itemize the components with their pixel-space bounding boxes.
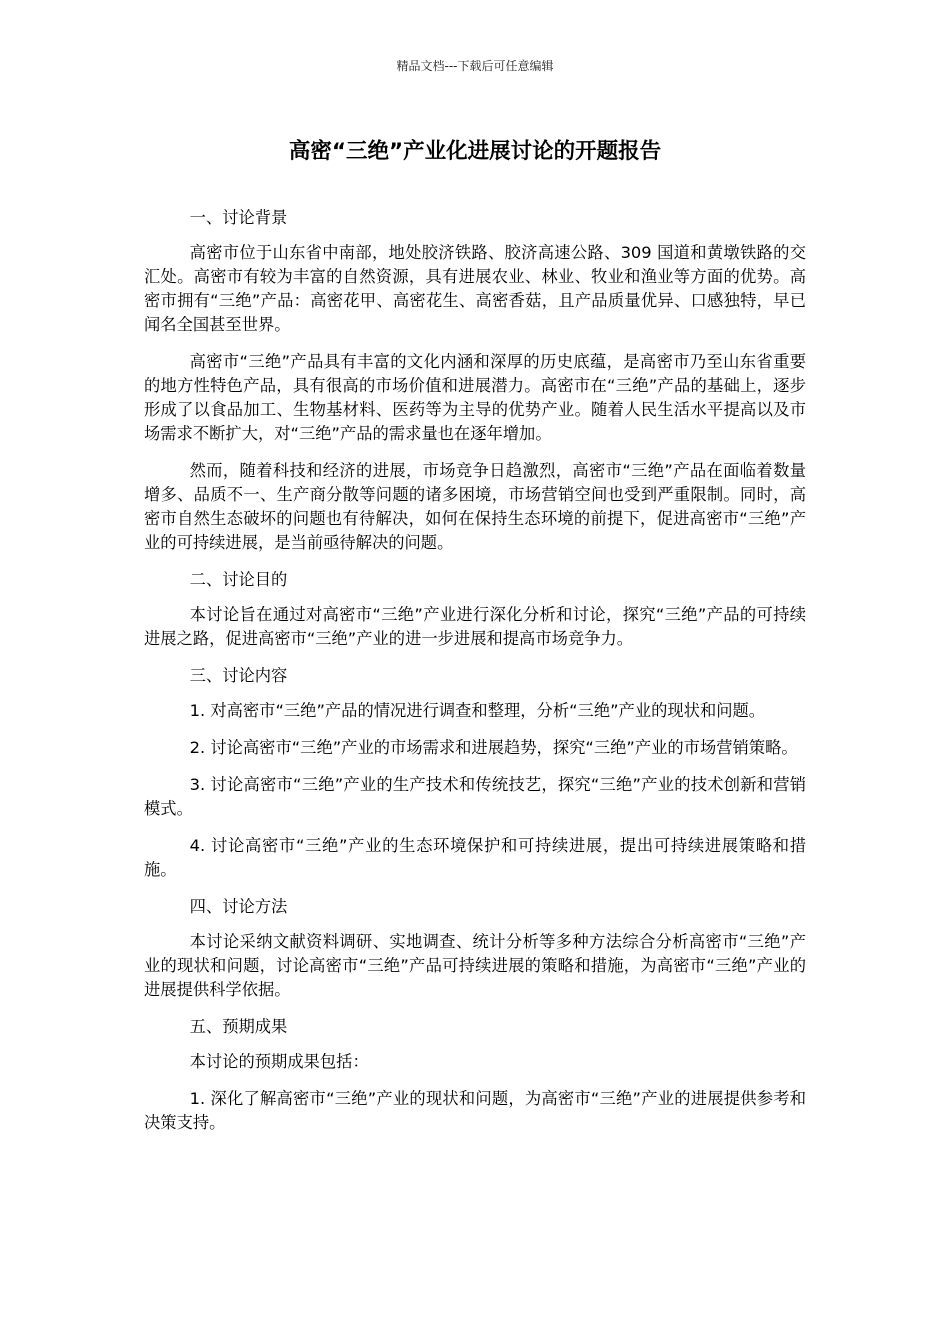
list-item-content-2: 2. 讨论高密市“三绝”产业的市场需求和进展趋势，探究“三绝”产业的市场营销策略。 <box>189 738 798 757</box>
document-body <box>144 206 806 1148</box>
list-item-content-3: 3. 讨论高密市“三绝”产业的生产技术和传统技艺，探究“三绝”产业的技术创新和营销模式。 <box>144 775 806 818</box>
paragraph-background-2: 高密市“三绝”产品具有丰富的文化内涵和深厚的历史底蕴，是高密市乃至山东省重要的地方性特色产品，具有很高的市场价值和进展潜力。高密市在“三绝”产品的基础上，逐步形成了以食品加工、生物基材料、医药等为主导的优势产业。随着人民生活水平提高以及市场需求不断扩大，对“三绝”产品的需求量也在逐年增加。 <box>144 352 806 443</box>
list-item-content-1: 1. 对高密市“三绝”产品的情况进行调查和整理，分析“三绝”产业的现状和问题。 <box>189 701 766 720</box>
section-heading-method: 四、讨论方法 <box>189 897 288 916</box>
header-note: 精品文档---下载后可任意编辑 <box>396 59 554 73</box>
paragraph-method-1: 本讨论采纳文献资料调研、实地调查、统计分析等多种方法综合分析高密市“三绝”产业的现状和问题，讨论高密市“三绝”产品可持续进展的策略和措施，为高密市“三绝”产业的进展提供科学依据。 <box>144 932 806 999</box>
document-title: 高密“三绝”产业化进展讨论的开题报告 <box>288 139 662 164</box>
list-item-content-4: 4. 讨论高密市“三绝”产业的生态环境保护和可持续进展，提出可持续进展策略和措施。 <box>144 836 806 879</box>
section-heading-purpose: 二、讨论目的 <box>189 570 288 589</box>
paragraph-results-intro: 本讨论的预期成果包括： <box>189 1052 369 1071</box>
paragraph-background-1: 高密市位于山东省中南部，地处胶济铁路、胶济高速公路、309 国道和黄墩铁路的交汇处。高密市有较为丰富的自然资源，具有进展农业、林业、牧业和渔业等方面的优势。高密市拥有“三绝”产品：高密花甲、高密花生、高密香菇，且产品质量优异、口感独特，早已闻名全国甚至世界。 <box>144 243 806 334</box>
list-item-results-1: 1. 深化了解高密市“三绝”产业的现状和问题，为高密市“三绝”产业的进展提供参考和决策支持。 <box>144 1089 806 1132</box>
section-heading-background: 一、讨论背景 <box>189 208 288 227</box>
section-heading-content: 三、讨论内容 <box>189 666 288 685</box>
paragraph-purpose-1: 本讨论旨在通过对高密市“三绝”产业进行深化分析和讨论，探究“三绝”产品的可持续进展之路，促进高密市“三绝”产业的进一步进展和提高市场竞争力。 <box>144 605 806 648</box>
paragraph-background-3: 然而，随着科技和经济的进展，市场竞争日趋激烈，高密市“三绝”产品在面临着数量增多、品质不一、生产商分散等问题的诸多困境，市场营销空间也受到严重限制。同时，高密市自然生态破坏的问题也有待解决，如何在保持生态环境的前提下，促进高密市“三绝”产业的可持续进展，是当前亟待解决的问题。 <box>144 461 806 552</box>
section-heading-results: 五、预期成果 <box>189 1017 288 1036</box>
